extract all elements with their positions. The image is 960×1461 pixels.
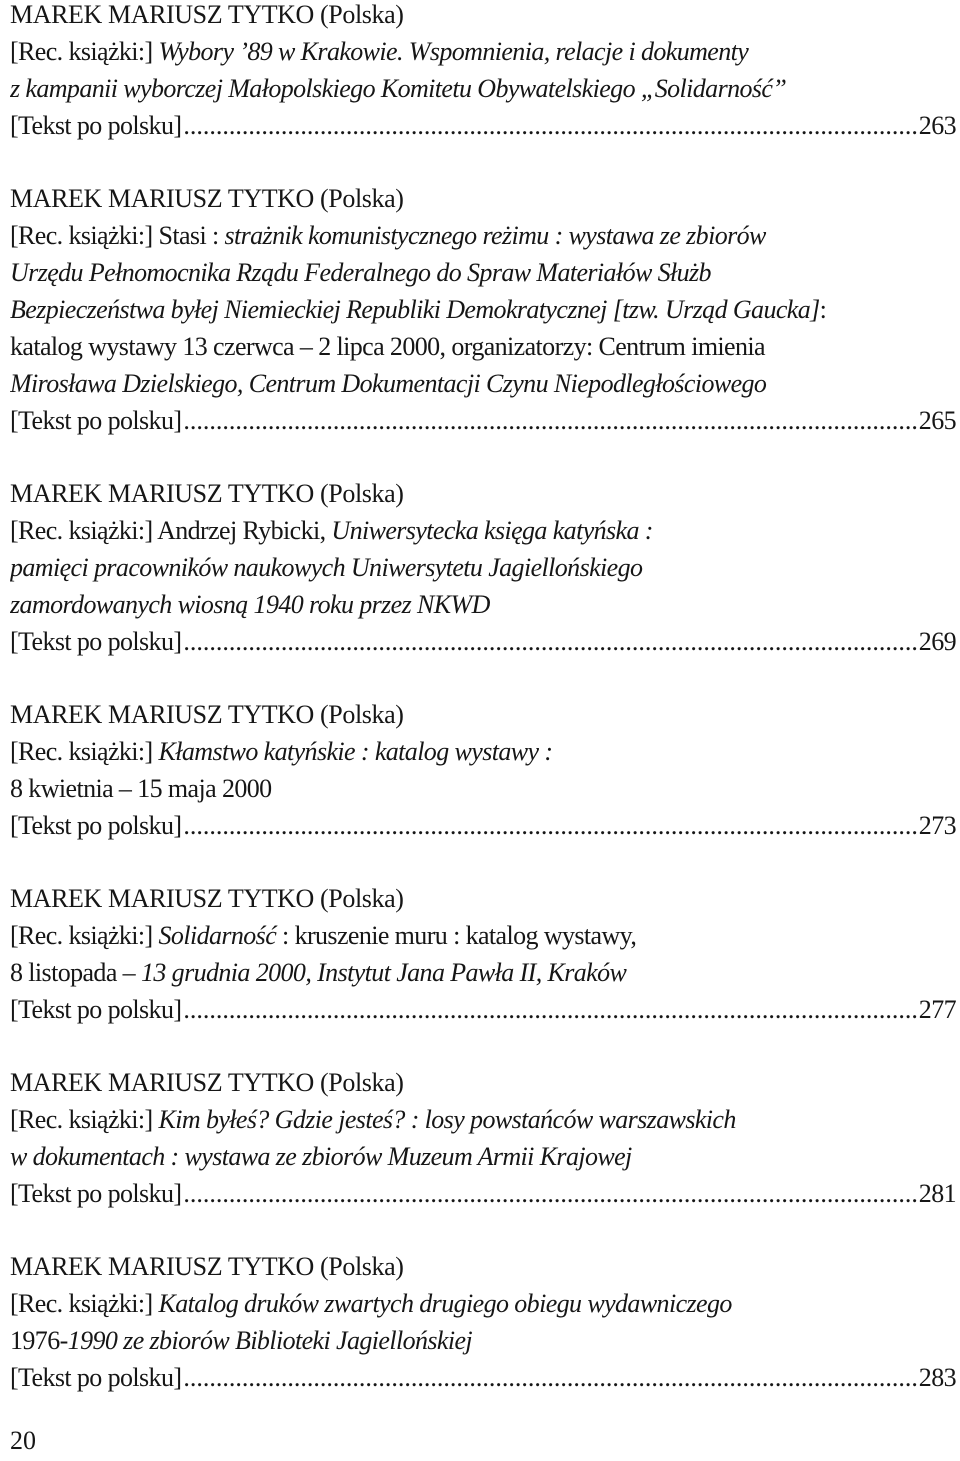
title-segment: Solidarność [158, 921, 277, 950]
entry-author: MAREK MARIUSZ TYTKO (Polska) [10, 884, 404, 913]
entry-page-line [10, 623, 956, 660]
entry-language-note: [Tekst po polsku] [10, 111, 182, 140]
toc-entry [10, 696, 956, 844]
title-segment: [Rec. książki:] Stasi : [10, 221, 225, 250]
entry-language-note: [Tekst po polsku] [10, 1363, 182, 1392]
entry-title-line [10, 917, 956, 954]
title-segment: [Rec. książki:] [10, 1289, 159, 1318]
toc-entry [10, 1064, 956, 1212]
entry-language-note: [Tekst po polsku] [10, 627, 182, 656]
title-segment: Uniwersytecka księga katyńska : [331, 516, 653, 545]
title-segment: zamordowanych wiosną 1940 roku przez NKWD [10, 590, 490, 619]
toc-entry [10, 0, 956, 144]
title-segment: strażnik komunistycznego reżimu : wystawa ze zbiorów [224, 221, 766, 250]
entry-title-line [10, 365, 956, 402]
title-segment: w dokumentach : wystawa ze zbiorów Muzeum Armii Krajowej [10, 1142, 632, 1171]
title-segment: 13 grudnia 2000, Instytut Jana Pawła II, Kraków [140, 958, 627, 987]
title-segment: Mirosława Dzielskiego, Centrum Dokumentacji Czynu Niepodległościowego [10, 369, 767, 398]
entry-language-note: [Tekst po polsku] [10, 406, 182, 435]
entry-title-line [10, 254, 956, 291]
entry-author: MAREK MARIUSZ TYTKO (Polska) [10, 479, 404, 508]
entry-page-line [10, 991, 956, 1028]
page-number: 20 [10, 1426, 36, 1455]
title-segment: Kłamstwo katyńskie : katalog wystawy : [158, 737, 553, 766]
entry-page-number: 263 [918, 111, 956, 140]
entry-title-line [10, 1285, 956, 1322]
title-segment: 1976- [10, 1326, 68, 1355]
title-segment: katalog wystawy 13 czerwca – 2 lipca 2000, organizatorzy: Centrum imienia [10, 332, 765, 361]
dot-leader [183, 402, 916, 439]
title-segment: Katalog druków zwartych drugiego obiegu wydawniczego [158, 1289, 732, 1318]
title-segment: 8 listopada – [10, 958, 141, 987]
entry-title-line [10, 291, 956, 328]
entry-title-line [10, 549, 956, 586]
entry-page-number: 281 [918, 1179, 956, 1208]
entry-author: MAREK MARIUSZ TYTKO (Polska) [10, 700, 404, 729]
title-segment: [Rec. książki:] [10, 1105, 159, 1134]
title-segment: Wybory ’89 w Krakowie. Wspomnienia, relacje i dokumenty [158, 37, 749, 66]
entry-page-line [10, 1359, 956, 1396]
dot-leader [183, 991, 916, 1028]
entry-language-note: [Tekst po polsku] [10, 995, 182, 1024]
entry-author: MAREK MARIUSZ TYTKO (Polska) [10, 184, 404, 213]
title-segment: Kim byłeś? Gdzie jesteś? : losy powstańców warszawskich [158, 1105, 736, 1134]
dot-leader [183, 807, 916, 844]
entry-title-line [10, 954, 956, 991]
title-segment: [Rec. książki:] [10, 37, 159, 66]
entry-author: MAREK MARIUSZ TYTKO (Polska) [10, 0, 404, 29]
entry-title-line [10, 586, 956, 623]
table-of-contents [10, 0, 956, 1432]
entry-language-note: [Tekst po polsku] [10, 1179, 182, 1208]
dot-leader [183, 1359, 916, 1396]
title-segment: Urzędu Pełnomocnika Rządu Federalnego do Spraw Materiałów Służb [10, 258, 711, 287]
dot-leader [183, 1175, 916, 1212]
entry-title-line [10, 770, 956, 807]
title-segment: : [819, 295, 827, 324]
title-segment: : kruszenie muru : katalog wystawy, [276, 921, 637, 950]
entry-page-line [10, 1175, 956, 1212]
entry-page-line [10, 107, 956, 144]
entry-author: MAREK MARIUSZ TYTKO (Polska) [10, 1252, 404, 1281]
toc-entry [10, 475, 956, 660]
entry-page-number: 283 [918, 1363, 956, 1392]
toc-entry [10, 880, 956, 1028]
toc-entry [10, 1248, 956, 1396]
entry-title-line [10, 1322, 956, 1359]
entry-language-note: [Tekst po polsku] [10, 811, 182, 840]
title-segment: [Rec. książki:] [10, 737, 159, 766]
entry-title-line [10, 70, 956, 107]
title-segment: [Rec. książki:] [10, 921, 159, 950]
title-segment: 8 kwietnia – 15 maja 2000 [10, 774, 272, 803]
entry-title-line [10, 33, 956, 70]
entry-page-line [10, 402, 956, 439]
title-segment: [Rec. książki:] Andrzej Rybicki, [10, 516, 332, 545]
entry-title-line [10, 328, 956, 365]
entry-title-line [10, 733, 956, 770]
entry-page-line [10, 807, 956, 844]
title-segment: pamięci pracowników naukowych Uniwersytetu Jagiellońskiego [10, 553, 643, 582]
title-segment: Bezpieczeństwa byłej Niemieckiej Republiki Demokratycznej [tzw. Urząd Gaucka] [10, 295, 820, 324]
entry-page-number: 273 [918, 811, 956, 840]
entry-title-line [10, 1138, 956, 1175]
entry-author: MAREK MARIUSZ TYTKO (Polska) [10, 1068, 404, 1097]
title-segment: z kampanii wyborczej Małopolskiego Komitetu Obywatelskiego „Solidarność” [10, 74, 787, 103]
entry-page-number: 265 [918, 406, 956, 435]
entry-page-number: 269 [918, 627, 956, 656]
entry-title-line [10, 217, 956, 254]
entry-title-line [10, 512, 956, 549]
dot-leader [183, 623, 916, 660]
dot-leader [183, 107, 916, 144]
title-segment: 1990 ze zbiorów Biblioteki Jagiellońskiej [67, 1326, 473, 1355]
entry-page-number: 277 [918, 995, 956, 1024]
toc-entry [10, 180, 956, 439]
entry-title-line [10, 1101, 956, 1138]
